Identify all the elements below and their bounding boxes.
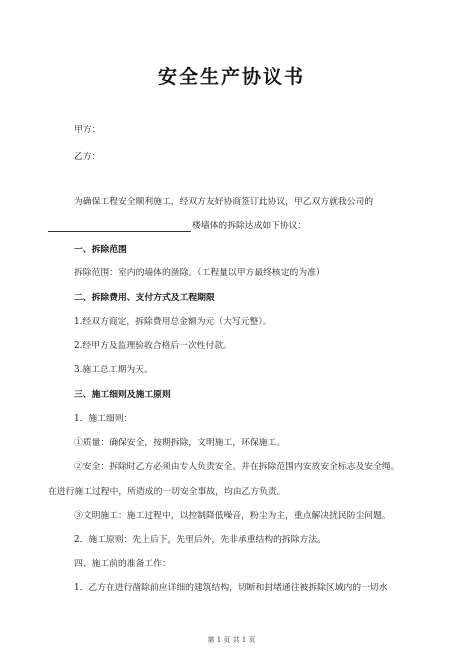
building-name-blank xyxy=(48,221,191,232)
section4-item1: 1．乙方在进行凿除前应详细的建筑结构，切断和封堵通往被拆除区域内的一切水 xyxy=(74,583,388,593)
party-b-label: 乙方： xyxy=(74,152,101,162)
intro-paragraph-line1: 为确保工程安全顺利施工，经双方友好协商签订此协议，甲乙双方就我公司的 xyxy=(74,197,374,207)
section3-sub1: 1．施工细则： xyxy=(74,414,133,424)
section2-item1: 1.经双方商定，拆除费用总金额为元（大写元整）。 xyxy=(74,317,272,327)
intro-line2-text: 楼墙体的拆除达成如下协议： xyxy=(192,221,307,231)
section1-heading: 一、拆除范围 xyxy=(74,245,127,255)
section3-heading: 三、施工细则及施工原则 xyxy=(74,390,171,400)
section2-heading: 二、拆除费用、支付方式及工程期限 xyxy=(74,293,215,303)
document-title: 安全生产协议书 xyxy=(157,66,305,88)
section3-quality: ①质量：确保安全，按期拆除，文明施工，环保施工。 xyxy=(74,438,286,448)
section3-sub2: 2．施工原则：先上后下，先里后外，先非承重结构的拆除方法。 xyxy=(74,535,326,545)
section2-item3: 3.施工总工期为天。 xyxy=(74,365,153,375)
party-a-label: 甲方： xyxy=(74,125,101,135)
intro-paragraph-line2 xyxy=(48,220,306,232)
page-footer: 第 1 页 共 1 页 xyxy=(207,636,256,644)
section4-heading: 四、施工前的准备工作： xyxy=(74,559,171,569)
section3-safety-line2: 在进行施工过程中，所造成的一切安全事故，均由乙方负责。 xyxy=(48,487,286,497)
section3-safety-line1: ②安全：拆除时乙方必须由专人负责安全。并在拆除范围内安放安全标志及安全绳。 xyxy=(74,462,400,472)
section2-item2: 2.经甲方及监理验收合格后一次性付款。 xyxy=(74,341,232,351)
section3-civil: ③文明施工：施工过程中，以控制降低噪音，粉尘为主，重点解决扰民防尘问题。 xyxy=(74,511,391,521)
section1-text: 拆除范围：室内的墙体的凿除。（工程量以甲方最终核定的为准） xyxy=(74,268,325,278)
